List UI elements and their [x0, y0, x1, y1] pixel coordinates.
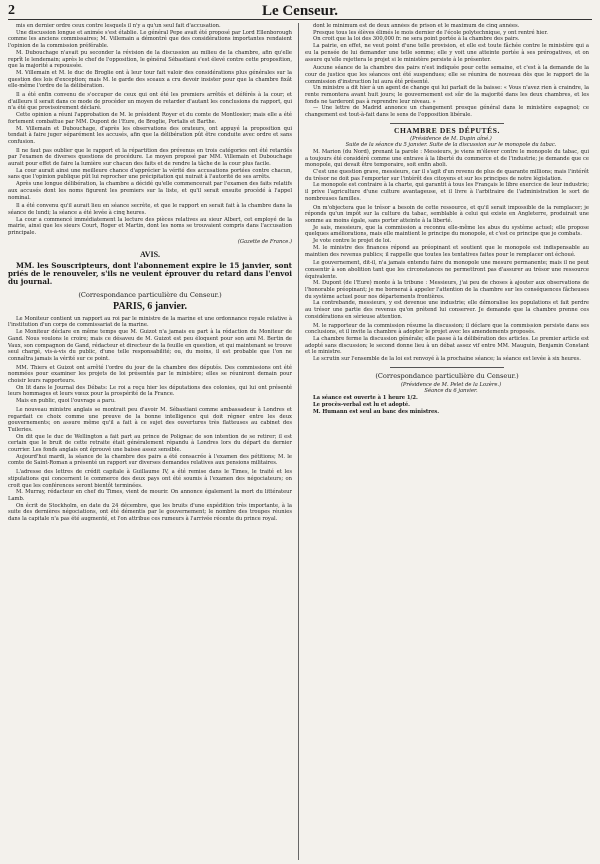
- paragraph: M. Dupont (de l'Eure) monte à la tribune : Messieurs, j'ai peu de choses à ajouter aux observations de l'honorable préopinant; je me bornerai à appeler l'attention de la chambre sur les conséquences fâcheuses du système actuel pour nos départements frontières.: [305, 280, 589, 300]
- paragraph: Aucune séance de la chambre des pairs n'est indiquée pour cette semaine, et c'est à la demande de la cour de justice que les séances ont été suspendues; elle se réunira de nouveau dès que le rapport de la commission d'instruction lui aura été présenté.: [305, 65, 589, 85]
- paragraph: Une discussion longue et animée s'est établie. Le général Pepe avait été proposé par Lord Ellenborough comme les anciens commissaires; M. Villemain a démontré que des considérations importantes rendaient l'opinion de la commission préférable.: [8, 29, 292, 50]
- closing-line: M. Humann est seul au banc des ministres.: [313, 408, 440, 415]
- paragraph: M. Marion (du Nord), prenant la parole : Messieurs, je viens m'élever contre le monopole du tabac, qui a toujours été considéré comme une entrave à la liberté du commerce et de l'industrie; je demande que ce monopole, qui devait être temporaire, soit enfin aboli.: [305, 148, 589, 169]
- paragraph: Cette opinion a réuni l'approbation de M. le président Royer et du comte de Montlosier; mais elle a été fortement combattue par MM. Dupont de l'Eure, de Broglie, Portalis et Barthe.: [8, 112, 292, 125]
- paragraph: Le Moniteur contient un rapport au roi par le ministre de la marine et une ordonnance royale relative à l'institution d'un corps de commissariat de la marine.: [8, 315, 292, 329]
- paragraph: M. Murray, rédacteur en chef du Times, vient de mourir. On annonce également la mort du littérateur Lamb.: [8, 489, 292, 502]
- paragraph: M. le rapporteur de la commission résume la discussion; il déclare que la commission persiste dans ses conclusions, et il invite la chambre à adopter le projet avec les amendements proposés.: [305, 322, 589, 336]
- paragraph: On lit dans le Journal des Débats: Le roi a reçu hier les députations des colonies, qui lui ont présenté leurs hommages et leurs vœux pour la prospérité de la France.: [8, 384, 292, 398]
- paragraph: La contrebande, messieurs, y est devenue une industrie; elle démoralise les populations et fait perdre au trésor une partie des revenus qu'on prétend lui conserver. Je demande que la chambre prenne ces considérations en sérieuse attention.: [305, 300, 589, 320]
- paragraph: On croit que la loi des 300,000 fr. ne sera point portée à la chambre des pairs.: [313, 36, 520, 43]
- article-block: [305, 149, 589, 203]
- columns: [8, 23, 592, 860]
- paragraph: C'est une question grave, messieurs, car il s'agit d'un revenu de plus de quarante millions; mais l'intérêt du trésor ne doit pas l'emporter sur l'intérêt des citoyens et sur les principes de notre législation.: [305, 169, 589, 182]
- section-presidency: (Présidence de M. Pelet de la Lozère.): [400, 381, 502, 388]
- paragraph: Il a été convenu qu'il aurait lieu en séance secrète, et que le rapport en serait fait à la chambre dans la séance de lundi; la séance a été levée à cinq heures.: [8, 203, 292, 216]
- article-block: [305, 65, 589, 119]
- paragraph: mis en dernier ordre ceux contre lesquels il n'y a qu'un seul fait d'accusation.: [16, 23, 221, 29]
- paragraph: dont le minimum est de deux années de prison et le maximum de cinq années.: [313, 23, 520, 29]
- column-left: [8, 23, 299, 860]
- correspondence-label: (Correspondance particulière du Censeur.): [375, 371, 519, 380]
- article-block: [305, 23, 589, 63]
- paragraph: La chambre ferme la discussion générale; elle passe à la délibération des articles. Le premier article est adopté sans discussion; le second donne lieu à un débat assez vif entre MM. Mauguin, Benjamin Constant et le ministre.: [305, 335, 589, 356]
- section-divider: [390, 367, 504, 368]
- correspondence-label: (Correspondance particulière du Censeur.): [78, 290, 222, 299]
- paragraph: Je sais, messieurs, que la commission a reconnu elle-même les abus du système actuel; elle propose quelques améliorations, mais elle maintient le principe du monopole, et c'est ce principe que je combats.: [305, 224, 589, 238]
- paragraph: M. Villemain et M. le duc de Broglie ont à leur tour fait valoir des considérations plus générales sur la question des lois d'exception; mais M. le garde des sceaux a cru devoir insister pour que la chambre fixât elle-même l'ordre de la délibération.: [8, 69, 292, 90]
- paragraph: La cour aurait ainsi une meilleure chance d'apprécier la vérité des accusations portées contre chacun, sans que l'opinion publique pût lui reprocher une précipitation qui nuirait à l'autorité de ses arrêts.: [8, 167, 292, 181]
- header-rule: [8, 19, 592, 20]
- paragraph: Presque tous les élèves élimés le mois dernier de l'école polytechnique, y ont rentré hier.: [313, 29, 548, 36]
- paragraph: MM. Thiers et Guizot ont arrêté l'ordre du jour de la chambre des députés. Des commissions ont été nommées pour examiner les projets de loi présentés par le ministère; elles se réuniront demain pour choisir leurs rapporteurs.: [8, 364, 292, 385]
- article-block: [8, 92, 292, 146]
- article-block: [8, 203, 292, 237]
- column-right: [299, 23, 589, 860]
- paragraph: Le gouvernement, dit-il, n'a jamais entendu faire du monopole une mesure permanente; mais il ne peut consentir à son abolition tant que les circonstances ne permettront pas d'assurer au trésor une ressource équivalente.: [305, 260, 589, 280]
- section-divider: [390, 123, 504, 124]
- article-block: [8, 23, 292, 90]
- paragraph: L'adresse des lettres de crédit capitale à Guillaume IV, a été remise dans le Times, le traité et les stipulations qui concernent le commerce des deux pays ont été soumis à l'examen des négociateurs; on croit que les conférences seront bientôt terminées.: [8, 469, 292, 489]
- masthead: [8, 3, 592, 19]
- paragraph: La cour a commencé immédiatement la lecture des pièces relatives au sieur Albert, cet employé de la mairie, ainsi que les sieurs Court, Roger et Martin, dont les noms se trouvaient compris dans l'accusation principale.: [8, 216, 292, 237]
- notice-title: AVIS.: [139, 249, 161, 259]
- paragraph: On m'objectera que le trésor a besoin de cette ressource, et qu'il serait impossible de la remplacer; je réponds qu'un impôt sur la culture du tabac, semblable à celui qui existe en Angleterre, produirait une somme au moins égale, sans porter atteinte à la liberté.: [305, 204, 589, 224]
- paragraph: Aujourd'hui mardi, la séance de la chambre des pairs a été consacrée à l'examen des pétitions; M. le comte de Saint-Roman a présenté un rapport sur diverses demandes relatives aux pensions militaires.: [8, 453, 292, 467]
- article-block: [8, 148, 292, 202]
- paragraph: M. Dubouchage n'avait pu seconder la révision de la discussion au milieu de la chambre, afin qu'elle reprît le lendemain; après le chef de l'opposition, le général Sébastiani s'est élevé contre cette proposition, que la majorité a repoussée.: [8, 49, 292, 70]
- newspaper-title: Le Censeur.: [261, 3, 339, 19]
- paragraph: — Une lettre de Madrid annonce un changement presque général dans le ministère espagnol; ce changement est tout-à-fait dans le sens de l'opposition libérale.: [305, 105, 589, 119]
- article-block: [305, 260, 589, 320]
- paragraph: Un ministre a dit hier à un agent de change qui lui parlait de la baisse: « Vous n'avez rien à craindre, la rente remontera avant huit jours; le gouvernement est sûr de la majorité dans les deux chambres, et les fonds ne tarderont pas à reprendre leur niveau. »: [305, 85, 589, 105]
- section-title: CHAMBRE DES DÉPUTÉS.: [394, 125, 500, 135]
- notice-text: MM. les Souscripteurs, dont l'abonnement expire le 15 janvier, sont priés de le renouveler, s'ils ne veulent éprouver du retard dans l'envoi du journal.: [8, 260, 292, 287]
- paragraph: Le nouveau ministre anglais se montrait peu d'avoir M. Sébastiani comme ambassadeur à Londres et regardait ce choix comme une preuve de la bonne intelligence qui doit régner entre les deux gouvernements; on assure même qu'il a fait à ce sujet des ouvertures très flatteuses au cabinet des Tuileries.: [8, 406, 292, 433]
- page-number: 2: [8, 3, 15, 18]
- paragraph: M. le ministre des finances répond au préopinant et soutient que le monopole est indispensable au maintien des revenus publics; il rappelle que toutes les tentatives faites pour le remplacer ont échoué.: [305, 244, 589, 258]
- closing-line: La séance est ouverte à 1 heure 1/2.: [313, 395, 418, 402]
- article-block: [8, 407, 292, 467]
- paragraph: Le Moniteur déclare en même temps que M. Guizot n'a jamais eu part à la rédaction du Moniteur de Gand. Nous voulons le croire; mais ce désaveu de M. Guizot est peu éloquent pour son ami M. Bertin de Vaux, son compagnon de Gand, rédacteur et directeur de la feuille en question, et qui maintenant se trouve seul chargé, vis-à-vis du public, d'une telle responsabilité; ou, du moins, il est probable que l'on ne connaîtra jamais la vérité sur ce point.: [8, 329, 292, 362]
- paragraph: Il ne faut pas oublier que le rapport et la répartition des prévenus en trois catégories ont été retardés par l'examen de diverses questions de procédure. Le moyen proposé par MM. Villemain et Dubouchage aurait pour effet de faire la lumière sur chacun des faits et de rendre la tâche de la cour plus facile.: [8, 147, 292, 168]
- paragraph: M. Villemain et Dubouchage, d'après les observations des orateurs, ont appuyé la proposition qui tendait à faire juger séparément les accusés, afin que la délibération pût être conduite avec ordre et sans confusion.: [8, 125, 292, 145]
- closing-line: Le procès-verbal est lu et adopté.: [313, 401, 410, 408]
- article-block: [305, 323, 589, 363]
- article-block: [8, 316, 292, 363]
- paragraph: Le monopole est contraire à la charte, qui garantit à tous les Français le libre exercice de leur industrie; il prive l'agriculture d'une culture avantageuse, et il livre à l'arbitraire de l'administration le sort de nombreuses familles.: [305, 182, 589, 202]
- article-block: [8, 469, 292, 523]
- paragraph: On dit que le duc de Wellington a fait part au prince de Polignac de son intention de se retirer; il est certain que le bruit de cette retraite était généralement répandu à Londres lors du départ du dernier courrier. Les fonds anglais ont éprouvé une baisse assez sensible.: [8, 433, 292, 454]
- dateline: PARIS, 6 janvier.: [113, 300, 187, 312]
- section-subtitle: Suite de la séance du 5 janvier. Suite de la discussion sur le monopole du tabac.: [345, 142, 557, 149]
- paragraph: Mais en public, quoi l'ouvrage a paru.: [16, 398, 116, 405]
- source-signature: (Gazette de France.): [237, 238, 292, 245]
- article-block: [8, 365, 292, 405]
- paragraph: Après une longue délibération, la chambre a décidé qu'elle commencerait par l'examen des faits relatifs aux accusés dont les noms figurent les premiers sur la liste, et qu'il serait ensuite procédé à l'appel nominal.: [8, 181, 292, 201]
- paragraph: La pairie, en effet, ne veut point d'une telle provision, et elle est toute fâchée contre le ministère qui a eu la pensée de lui demander une telle somme; elle y voit une atteinte portée à ses prérogatives, et on assure qu'elle rejettera le projet si le ministère persiste à le présenter.: [305, 43, 589, 63]
- paragraph: Le scrutin sur l'ensemble de la loi est renvoyé à la prochaine séance; la séance est levée à six heures.: [313, 356, 581, 363]
- paragraph: Il a été enfin convenu de s'occuper de ceux qui ont été les premiers arrêtés et déférés à la cour; et d'ailleurs il serait dans ce mode de procéder un moyen de retarder d'autant les conclusions du rapport, qui n'a été que provisoirement déclaré.: [8, 92, 292, 112]
- article-block: [305, 205, 589, 259]
- section-presidency: (Présidence de M. Dupin aîné.): [410, 135, 492, 142]
- sitting-date: Séance du 6 janvier.: [424, 388, 478, 395]
- paragraph: On écrit de Stockholm, en date du 24 décembre, que les bruits d'une expédition très importante, à la suite des dernières négociations, ont été démentis par le gouvernement; le nombre des troupes réunies dans la capitale n'a pas été augmenté, et l'on attribue ces rumeurs à l'arrivée récente du prince royal.: [8, 502, 292, 523]
- paragraph: Je vote contre le projet de loi.: [313, 238, 392, 245]
